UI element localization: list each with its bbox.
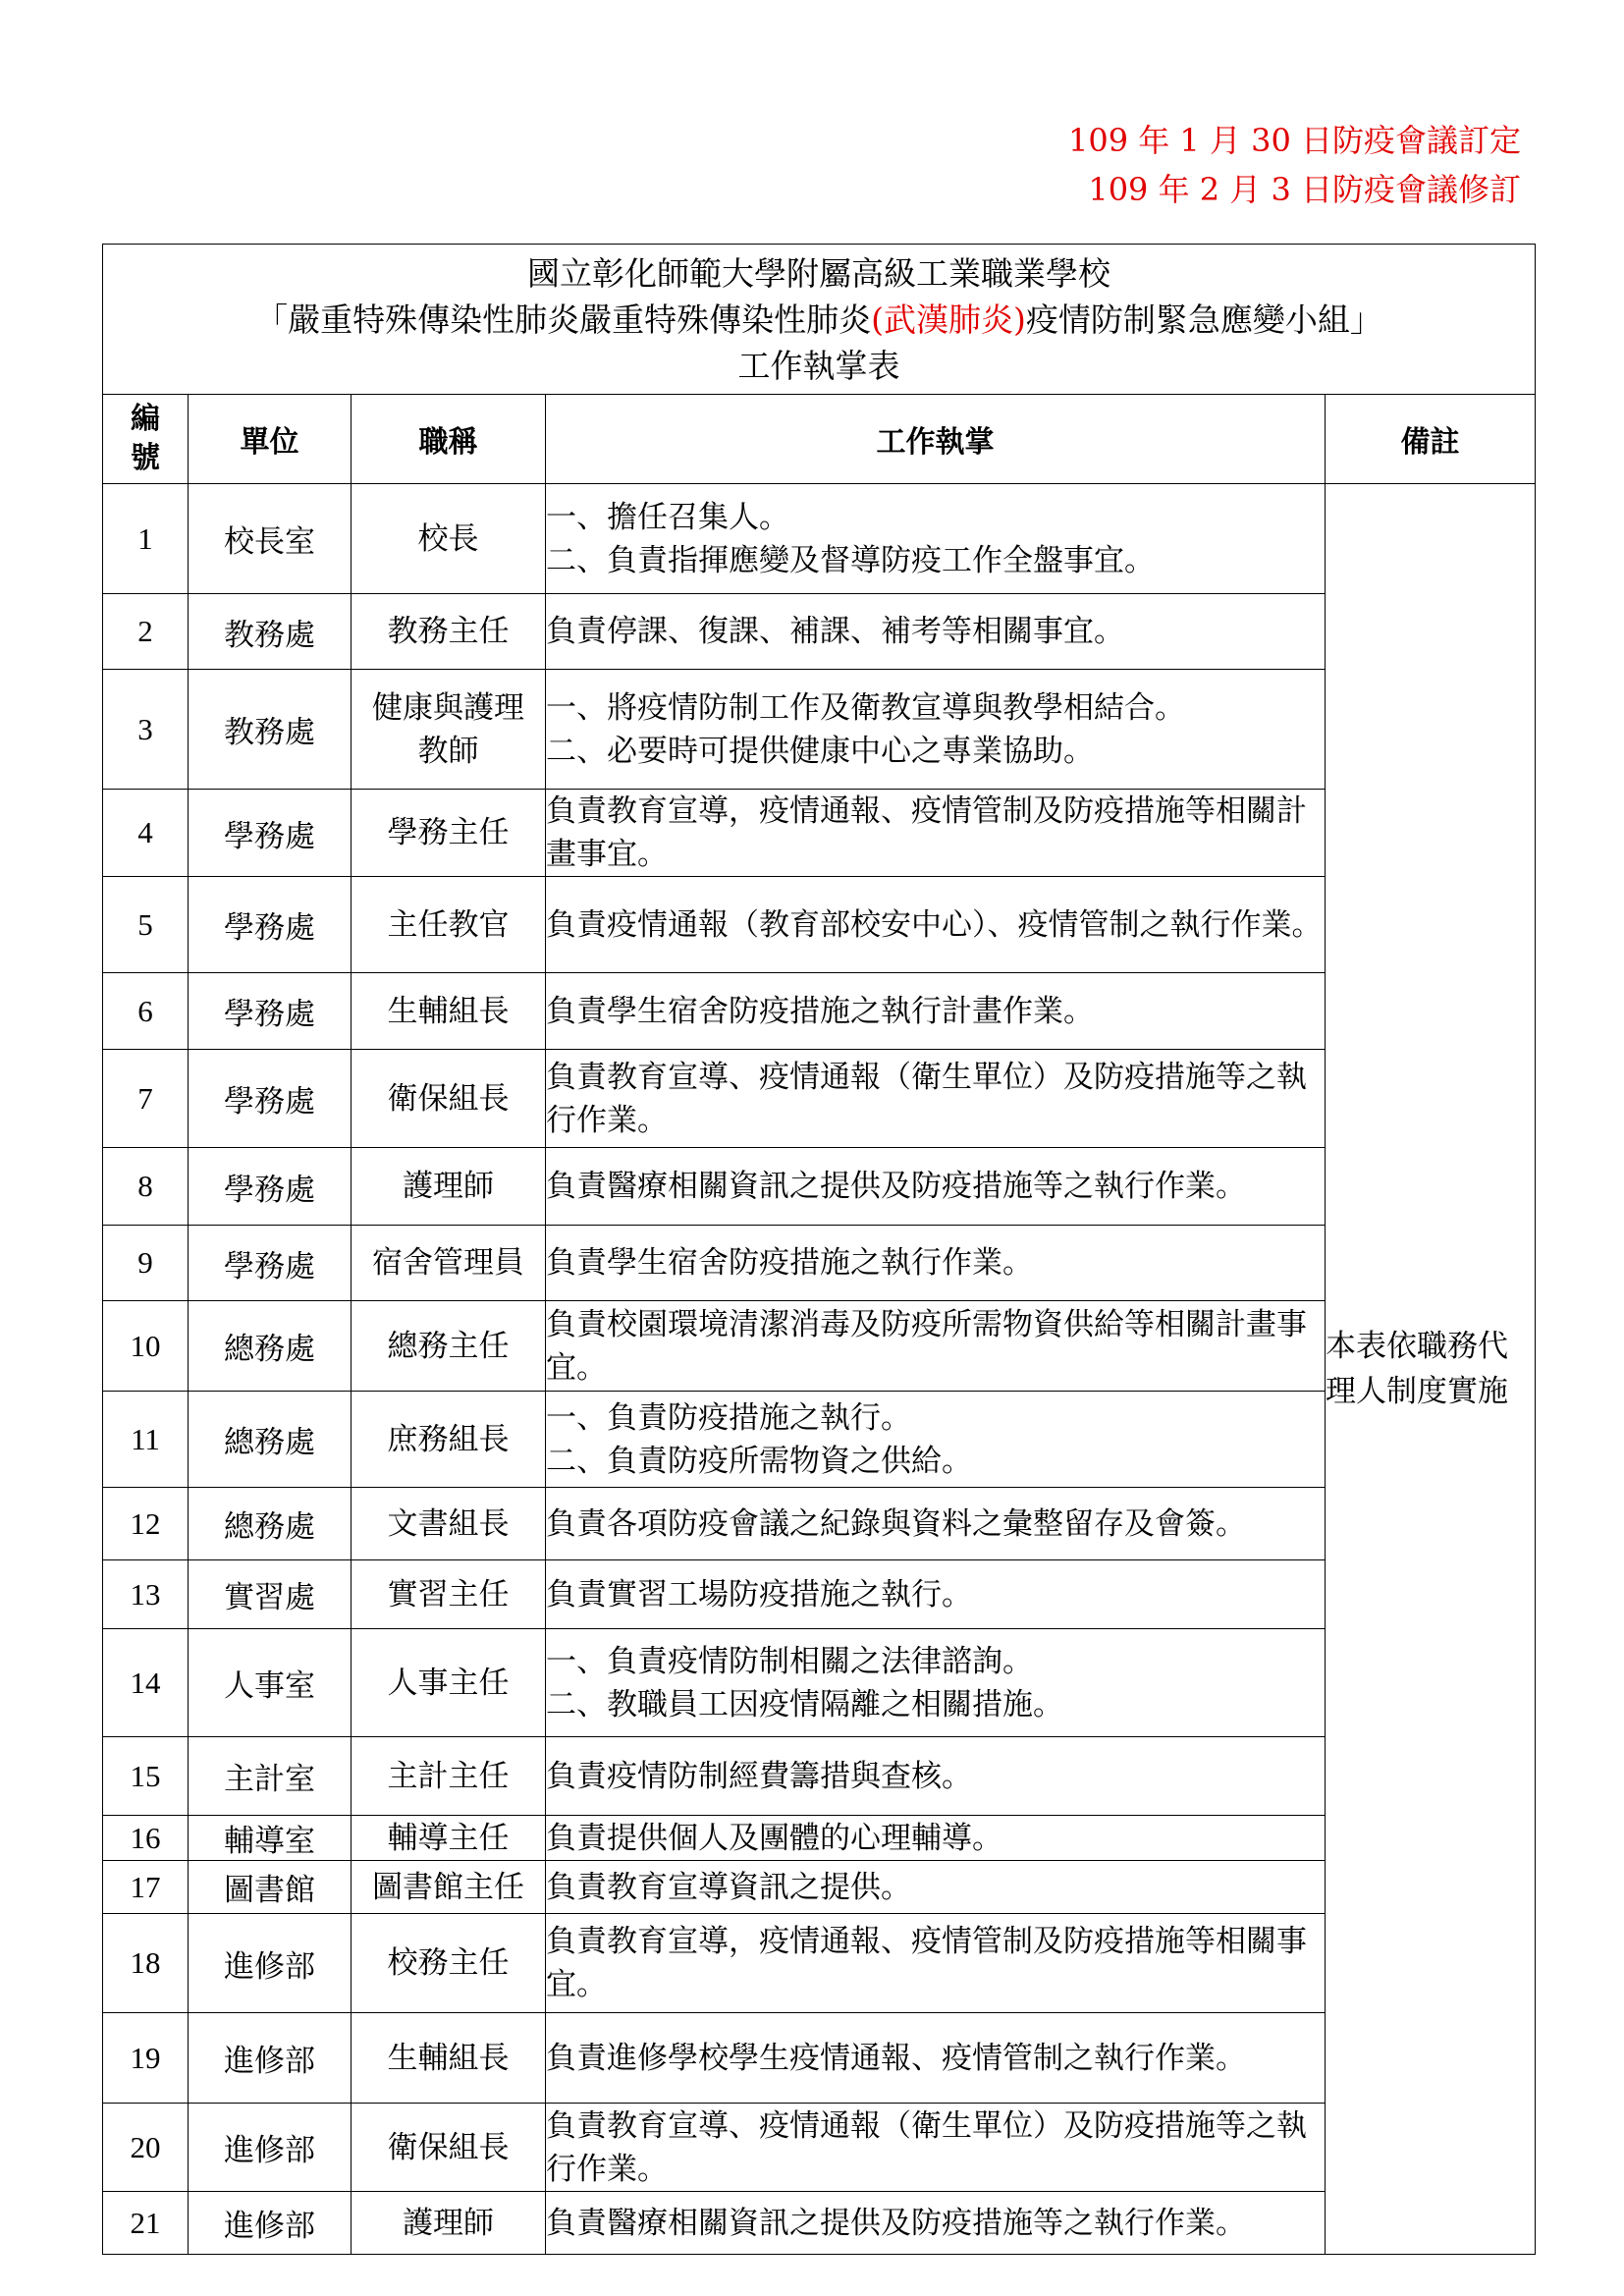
row-duty: 負責教育宣導，疫情通報、疫情管制及防疫措施等相關計畫事宜。 [546, 790, 1326, 877]
table-row [103, 1050, 1536, 1148]
row-unit: 總務處 [189, 1392, 352, 1488]
row-unit: 進修部 [189, 2104, 352, 2192]
row-number: 9 [103, 1226, 189, 1301]
row-title: 教務主任 [352, 594, 546, 670]
row-number: 5 [103, 877, 189, 973]
table-row [103, 1816, 1536, 1861]
row-title: 文書組長 [352, 1488, 546, 1560]
row-duty: 負責醫療相關資訊之提供及防疫措施等之執行作業。 [546, 2192, 1326, 2255]
header-duty: 工作執掌 [546, 395, 1326, 484]
header-title: 職稱 [352, 395, 546, 484]
row-title: 生輔組長 [352, 2013, 546, 2104]
row-duty: 一、負責疫情防制相關之法律諮詢。 二、教職員工因疫情隔離之相關措施。 [546, 1629, 1326, 1737]
row-duty: 負責教育宣導，疫情通報、疫情管制及防疫措施等相關事宜。 [546, 1914, 1326, 2013]
table-row [103, 1914, 1536, 2013]
row-unit: 主計室 [189, 1737, 352, 1816]
row-number: 6 [103, 973, 189, 1050]
date-revised: 109 年 2 月 3 日防疫會議修訂 [1088, 171, 1521, 208]
table-row [103, 1226, 1536, 1301]
row-unit: 學務處 [189, 973, 352, 1050]
row-number: 11 [103, 1392, 189, 1488]
row-unit: 進修部 [189, 2192, 352, 2255]
table-row [103, 2104, 1536, 2192]
date-established: 109 年 1 月 30 日防疫會議訂定 [1067, 122, 1521, 159]
row-number: 8 [103, 1148, 189, 1226]
row-duty: 一、將疫情防制工作及衛教宣導與教學相結合。 二、必要時可提供健康中心之專業協助。 [546, 670, 1326, 790]
row-duty: 負責實習工場防疫措施之執行。 [546, 1560, 1326, 1629]
row-title: 主任教官 [352, 877, 546, 973]
row-duty: 負責疫情通報（教育部校安中心）、疫情管制之執行作業。 [546, 877, 1326, 973]
duty-table [102, 244, 1536, 2255]
table-row [103, 1861, 1536, 1914]
row-title: 學務主任 [352, 790, 546, 877]
row-title: 實習主任 [352, 1560, 546, 1629]
table-row [103, 2192, 1536, 2255]
row-duty: 負責提供個人及團體的心理輔導。 [546, 1816, 1326, 1861]
row-unit: 校長室 [189, 484, 352, 594]
row-unit: 人事室 [189, 1629, 352, 1737]
row-duty: 負責停課、復課、補課、補考等相關事宜。 [546, 594, 1326, 670]
row-number: 20 [103, 2104, 189, 2192]
row-number: 21 [103, 2192, 189, 2255]
row-title: 主計主任 [352, 1737, 546, 1816]
title-line-1: 國立彰化師範大學附屬高級工業職業學校 [527, 253, 1110, 293]
row-title: 衛保組長 [352, 2104, 546, 2192]
row-duty: 負責教育宣導、疫情通報（衛生單位）及防疫措施等之執行作業。 [546, 1050, 1326, 1148]
row-number: 17 [103, 1861, 189, 1914]
row-unit: 學務處 [189, 1050, 352, 1148]
row-number: 16 [103, 1816, 189, 1861]
title-line-2 [103, 297, 1535, 343]
table-row [103, 484, 1536, 594]
row-unit: 進修部 [189, 1914, 352, 2013]
row-title: 輔導主任 [352, 1816, 546, 1861]
row-title: 人事主任 [352, 1629, 546, 1737]
row-unit: 學務處 [189, 1148, 352, 1226]
row-unit: 輔導室 [189, 1816, 352, 1861]
row-unit: 教務處 [189, 670, 352, 790]
table-row [103, 1488, 1536, 1560]
title-row [103, 245, 1536, 395]
header-unit: 單位 [189, 395, 352, 484]
row-duty: 負責醫療相關資訊之提供及防疫措施等之執行作業。 [546, 1148, 1326, 1226]
header-note: 備註 [1326, 395, 1536, 484]
table-row [103, 1301, 1536, 1392]
table-row [103, 1629, 1536, 1737]
table-row [103, 1737, 1536, 1816]
row-title: 校務主任 [352, 1914, 546, 2013]
row-title: 校長 [352, 484, 546, 594]
row-title: 護理師 [352, 1148, 546, 1226]
table-row [103, 790, 1536, 877]
row-unit: 學務處 [189, 877, 352, 973]
row-number: 2 [103, 594, 189, 670]
row-title: 圖書館主任 [352, 1861, 546, 1914]
table-row [103, 1392, 1536, 1488]
header-num [103, 395, 189, 484]
revision-dates [1068, 116, 1521, 214]
row-unit: 學務處 [189, 1226, 352, 1301]
row-duty: 負責學生宿舍防疫措施之執行作業。 [546, 1226, 1326, 1301]
row-number: 1 [103, 484, 189, 594]
row-unit: 學務處 [189, 790, 352, 877]
row-unit: 實習處 [189, 1560, 352, 1629]
table-row [103, 1560, 1536, 1629]
title-line-2-prefix: 「嚴重特殊傳染性肺炎嚴重特殊傳染性肺炎 [255, 300, 872, 339]
row-duty: 負責學生宿舍防疫措施之執行計畫作業。 [546, 973, 1326, 1050]
table-row [103, 670, 1536, 790]
title-line-3: 工作執掌表 [737, 346, 900, 385]
row-duty: 負責校園環境清潔消毒及防疫所需物資供給等相關計畫事宜。 [546, 1301, 1326, 1392]
row-unit: 教務處 [189, 594, 352, 670]
row-title: 護理師 [352, 2192, 546, 2255]
table-row [103, 877, 1536, 973]
row-number: 19 [103, 2013, 189, 2104]
row-duty: 一、擔任召集人。 二、負責指揮應變及督導防疫工作全盤事宜。 [546, 484, 1326, 594]
row-number: 18 [103, 1914, 189, 2013]
row-duty: 負責教育宣導資訊之提供。 [546, 1861, 1326, 1914]
header-num-label: 編號 [131, 402, 160, 475]
title-line-2-highlight: (武漢肺炎) [871, 300, 1026, 339]
row-duty: 一、負責防疫措施之執行。 二、負責防疫所需物資之供給。 [546, 1392, 1326, 1488]
row-number: 12 [103, 1488, 189, 1560]
row-number: 15 [103, 1737, 189, 1816]
row-number: 13 [103, 1560, 189, 1629]
table-row [103, 1148, 1536, 1226]
table-row [103, 2013, 1536, 2104]
row-title: 生輔組長 [352, 973, 546, 1050]
row-unit: 總務處 [189, 1488, 352, 1560]
row-number: 3 [103, 670, 189, 790]
remarks-cell: 本表依職務代理人制度實施 [1326, 484, 1536, 2255]
document-title [103, 245, 1536, 395]
row-title: 總務主任 [352, 1301, 546, 1392]
row-title: 健康與護理教師 [352, 670, 546, 790]
row-number: 4 [103, 790, 189, 877]
table-row [103, 594, 1536, 670]
row-title: 庶務組長 [352, 1392, 546, 1488]
header-row [103, 395, 1536, 484]
title-line-2-suffix: 疫情防制緊急應變小組」 [1025, 300, 1382, 339]
table-row [103, 973, 1536, 1050]
row-number: 10 [103, 1301, 189, 1392]
row-duty: 負責疫情防制經費籌措與查核。 [546, 1737, 1326, 1816]
row-unit: 總務處 [189, 1301, 352, 1392]
row-duty: 負責各項防疫會議之紀錄與資料之彙整留存及會簽。 [546, 1488, 1326, 1560]
row-title: 宿舍管理員 [352, 1226, 546, 1301]
row-duty: 負責進修學校學生疫情通報、疫情管制之執行作業。 [546, 2013, 1326, 2104]
row-duty: 負責教育宣導、疫情通報（衛生單位）及防疫措施等之執行作業。 [546, 2104, 1326, 2192]
row-number: 7 [103, 1050, 189, 1148]
row-title: 衛保組長 [352, 1050, 546, 1148]
row-number: 14 [103, 1629, 189, 1737]
row-unit: 圖書館 [189, 1861, 352, 1914]
row-unit: 進修部 [189, 2013, 352, 2104]
